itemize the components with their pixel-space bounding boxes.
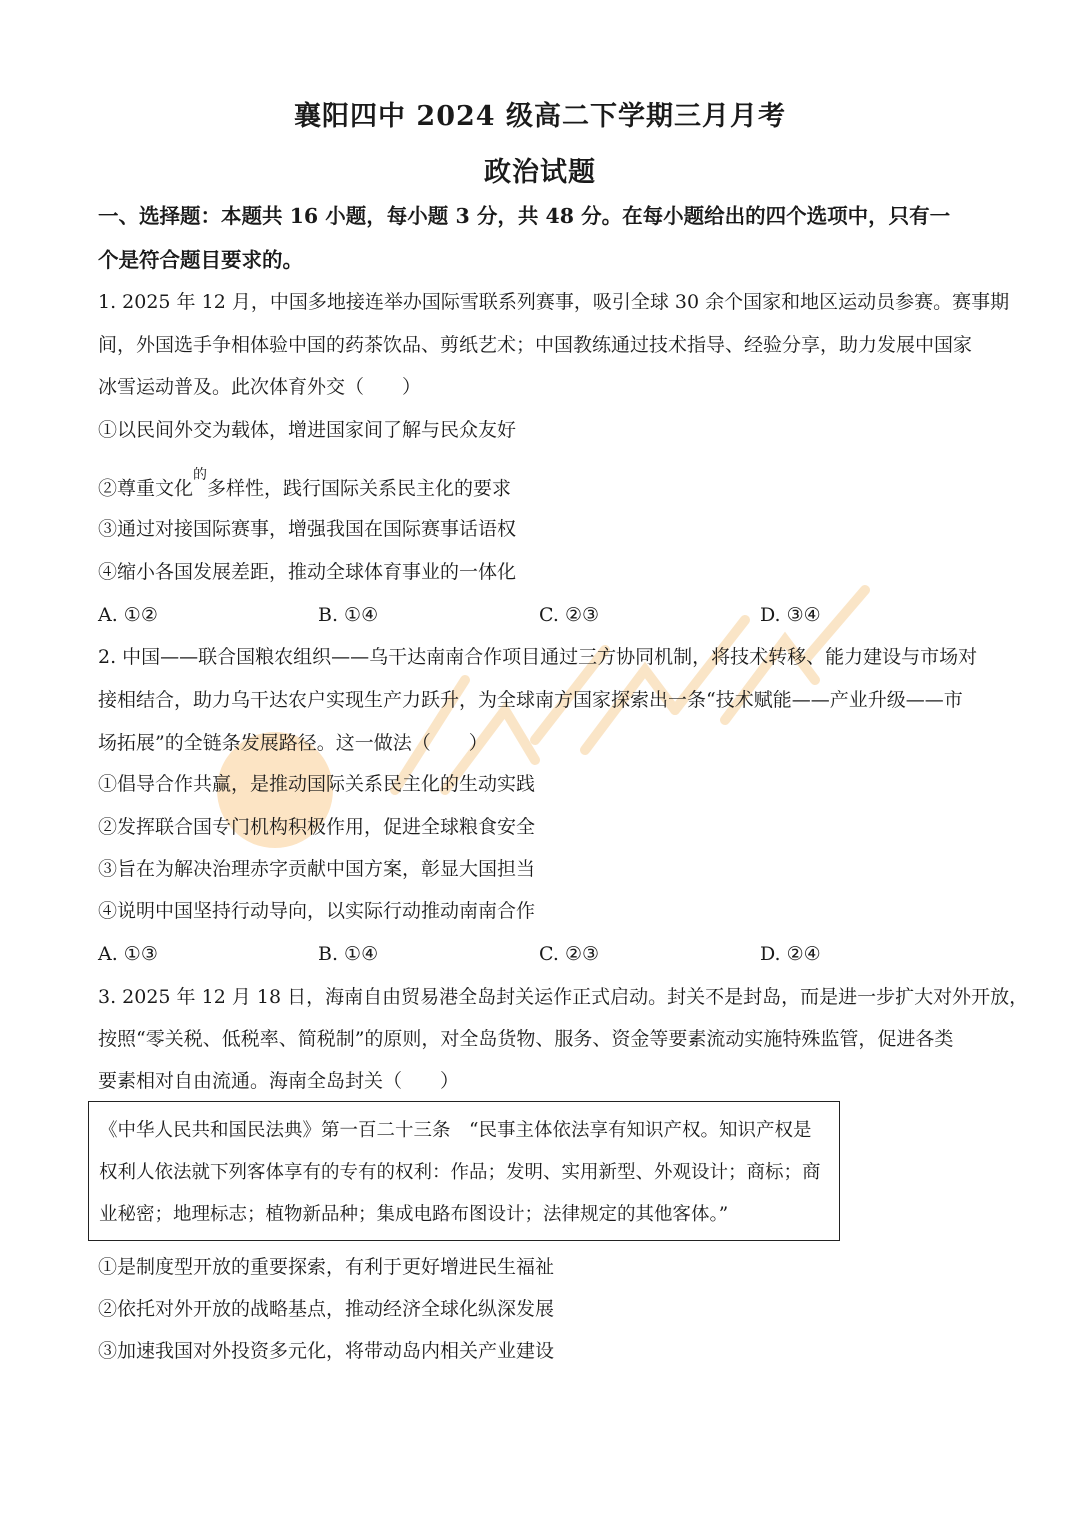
exam-title: 襄阳四中 2024 级高二下学期三月月考 <box>294 101 786 132</box>
q3-stem-line: 要素相对自由流通。海南全岛封关（ ） <box>98 1070 460 1092</box>
q2-option-c: C. ②③ <box>539 943 600 965</box>
q1-option-c: C. ②③ <box>539 604 600 626</box>
q3-stem-line: 按照“零关税、低税率、简税制”的原则，对全岛货物、服务、资金等要素流动实施特殊监管，促进各类 <box>98 1028 954 1050</box>
civil-code-quote-box <box>88 1101 840 1241</box>
section-instruction-line1: 一、选择题：本题共 16 小题，每小题 3 分，共 48 分。在每小题给出的四个选项中，只有一 <box>98 204 951 228</box>
quote-line: 业秘密；地理标志；植物新品种；集成电路布图设计；法律规定的其他客体。” <box>99 1204 729 1225</box>
q1-item: ②尊重文化$^的$多样性，践行国际关系民主化的要求 <box>98 467 512 500</box>
q3-item: ③加速我国对外投资多元化，将带动岛内相关产业建设 <box>98 1340 555 1362</box>
q2-item: ②发挥联合国专门机构积极作用，促进全球粮食安全 <box>98 816 536 838</box>
q1-option-b: B. ①④ <box>318 604 379 626</box>
exam-subtitle: 政治试题 <box>484 157 596 188</box>
q2-option-a: A. ①③ <box>98 943 158 965</box>
q1-stem-line: 1. 2025 年 12 月，中国多地接连举办国际雪联系列赛事，吸引全球 30 余个国家和地区运动员参赛。赛事期 <box>98 291 1010 313</box>
q2-stem-line: 接相结合，助力乌干达农户实现生产力跃升，为全球南方国家探索出一条“技术赋能——产业升级——市 <box>98 689 963 711</box>
q1-stem-line: 冰雪运动普及。此次体育外交（ ） <box>98 376 422 398</box>
q2-item: ①倡导合作共赢，是推动国际关系民主化的生动实践 <box>98 773 536 795</box>
q2-option-b: B. ①④ <box>318 943 379 965</box>
q1-option-a: A. ①② <box>98 604 158 626</box>
quote-line: 权利人依法就下列客体享有的专有的权利：作品；发明、实用新型、外观设计；商标；商 <box>99 1162 821 1183</box>
section-instruction-line2: 个是符合题目要求的。 <box>98 248 303 272</box>
q1-item: ③通过对接国际赛事，增强我国在国际赛事话语权 <box>98 518 517 540</box>
q1-item: ①以民间外交为载体，增进国家间了解与民众友好 <box>98 419 517 441</box>
q3-item: ①是制度型开放的重要探索，有利于更好增进民生福祉 <box>98 1256 555 1278</box>
q3-stem-line: 3. 2025 年 12 月 18 日，海南自由贸易港全岛封关运作正式启动。封关不是封岛，而是进一步扩大对外开放， <box>98 986 1029 1008</box>
q2-item: ③旨在为解决治理赤字贡献中国方案，彰显大国担当 <box>98 858 536 880</box>
q2-option-d: D. ②④ <box>760 943 821 965</box>
q1-stem-line: 间，外国选手争相体验中国的药茶饮品、剪纸艺术；中国教练通过技术指导、经验分享，助力发展中国家 <box>98 334 973 356</box>
q2-stem-line: 场拓展”的全链条发展路径。这一做法（ ） <box>98 732 488 754</box>
q2-item: ④说明中国坚持行动导向，以实际行动推动南南合作 <box>98 900 536 922</box>
quote-line: 《中华人民共和国民法典》第一百二十三条 “民事主体依法享有知识产权。知识产权是 <box>99 1120 812 1141</box>
q3-item: ②依托对外开放的战略基点，推动经济全球化纵深发展 <box>98 1298 555 1320</box>
q1-item: ④缩小各国发展差距，推动全球体育事业的一体化 <box>98 561 517 583</box>
q1-option-d: D. ③④ <box>760 604 821 626</box>
q2-stem-line: 2. 中国——联合国粮农组织——乌干达南南合作项目通过三方协同机制，将技术转移、能力建设与市场对 <box>98 646 978 668</box>
